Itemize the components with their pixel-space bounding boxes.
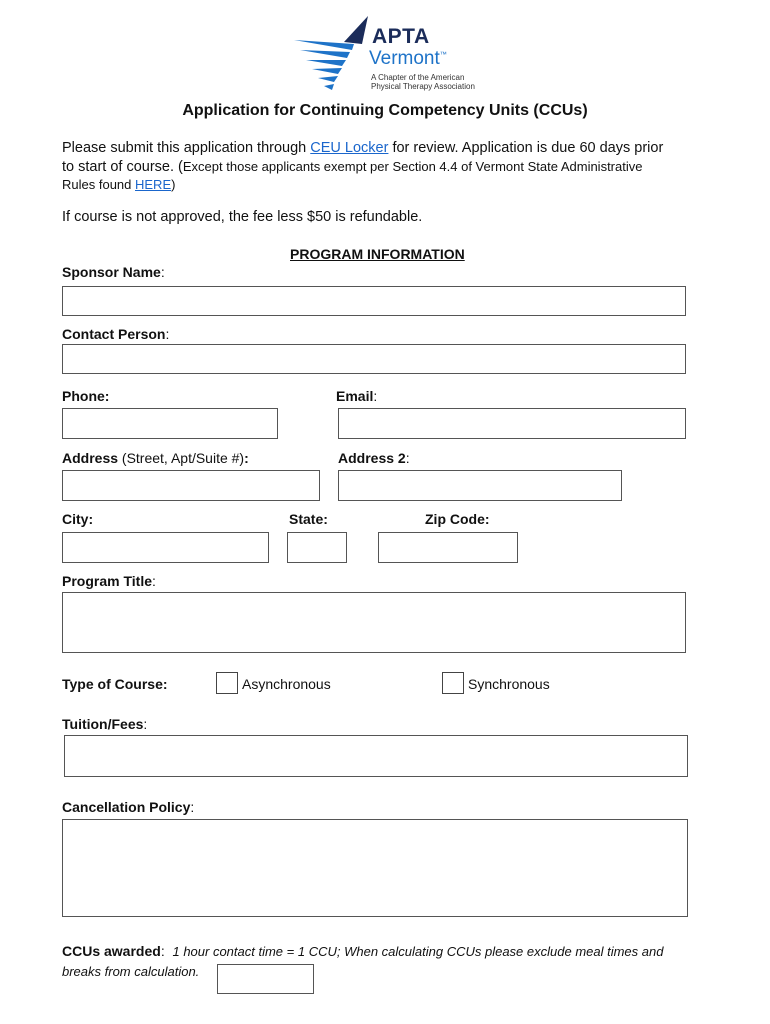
logo-subtitle: A Chapter of the American Physical Therapy Association: [371, 73, 475, 91]
logo-apta-text: APTA: [372, 25, 430, 48]
ccus-awarded-line: CCUs awarded: 1 hour contact time = 1 CCU; When calculating CCUs please exclude meal times and: [62, 943, 664, 959]
address-label: Address (Street, Apt/Suite #):: [62, 450, 249, 466]
state-field[interactable]: [287, 532, 347, 563]
phone-field[interactable]: [62, 408, 278, 439]
intro-line-3: Rules found HERE): [62, 177, 176, 192]
page-title: Application for Continuing Competency Units (CCUs): [182, 102, 588, 119]
email-label: Email:: [336, 388, 378, 404]
synchronous-label: Synchronous: [468, 676, 550, 692]
ccus-note: 1 hour contact time = 1 CCU; When calculating CCUs please exclude meal times and: [172, 944, 664, 959]
intro-line-2: to start of course. (Except those applicants exempt per Section 4.4 of Vermont State Administrative: [62, 159, 643, 175]
ccus-awarded-field[interactable]: [217, 964, 314, 994]
here-link[interactable]: HERE: [135, 177, 172, 192]
zip-label: Zip Code:: [425, 511, 490, 527]
program-title-label: Program Title:: [62, 573, 156, 589]
program-title-field[interactable]: [62, 592, 686, 653]
tuition-field[interactable]: [64, 735, 688, 777]
type-of-course-label: Type of Course:: [62, 676, 168, 692]
ccus-note-line-2: breaks from calculation.: [62, 964, 200, 979]
cancellation-policy-field[interactable]: [62, 819, 688, 917]
section-heading: PROGRAM INFORMATION: [290, 246, 465, 262]
logo-mark-icon: [292, 14, 372, 92]
cancellation-policy-label: Cancellation Policy:: [62, 799, 195, 815]
state-label: State:: [289, 511, 328, 527]
zip-field[interactable]: [378, 532, 518, 563]
asynchronous-checkbox[interactable]: [216, 672, 238, 694]
synchronous-checkbox[interactable]: [442, 672, 464, 694]
asynchronous-label: Asynchronous: [242, 676, 331, 692]
tuition-label: Tuition/Fees:: [62, 716, 148, 732]
city-label: City:: [62, 511, 94, 527]
phone-label: Phone:: [62, 388, 110, 404]
sponsor-name-field[interactable]: [62, 286, 686, 316]
address2-field[interactable]: [338, 470, 622, 501]
email-field[interactable]: [338, 408, 686, 439]
address-field[interactable]: [62, 470, 320, 501]
logo-vermont-text: Vermont™: [369, 48, 447, 69]
city-field[interactable]: [62, 532, 269, 563]
ccus-awarded-label: CCUs awarded: [62, 943, 161, 959]
contact-person-field[interactable]: [62, 344, 686, 374]
sponsor-name-label: Sponsor Name:: [62, 264, 165, 280]
intro-line-1: Please submit this application through CEU Locker for review. Application is due 60 days prior: [62, 140, 664, 156]
ceu-locker-link[interactable]: CEU Locker: [310, 140, 389, 156]
refund-note: If course is not approved, the fee less $50 is refundable.: [62, 209, 423, 225]
address2-label: Address 2:: [338, 450, 410, 466]
contact-person-label: Contact Person:: [62, 326, 170, 342]
